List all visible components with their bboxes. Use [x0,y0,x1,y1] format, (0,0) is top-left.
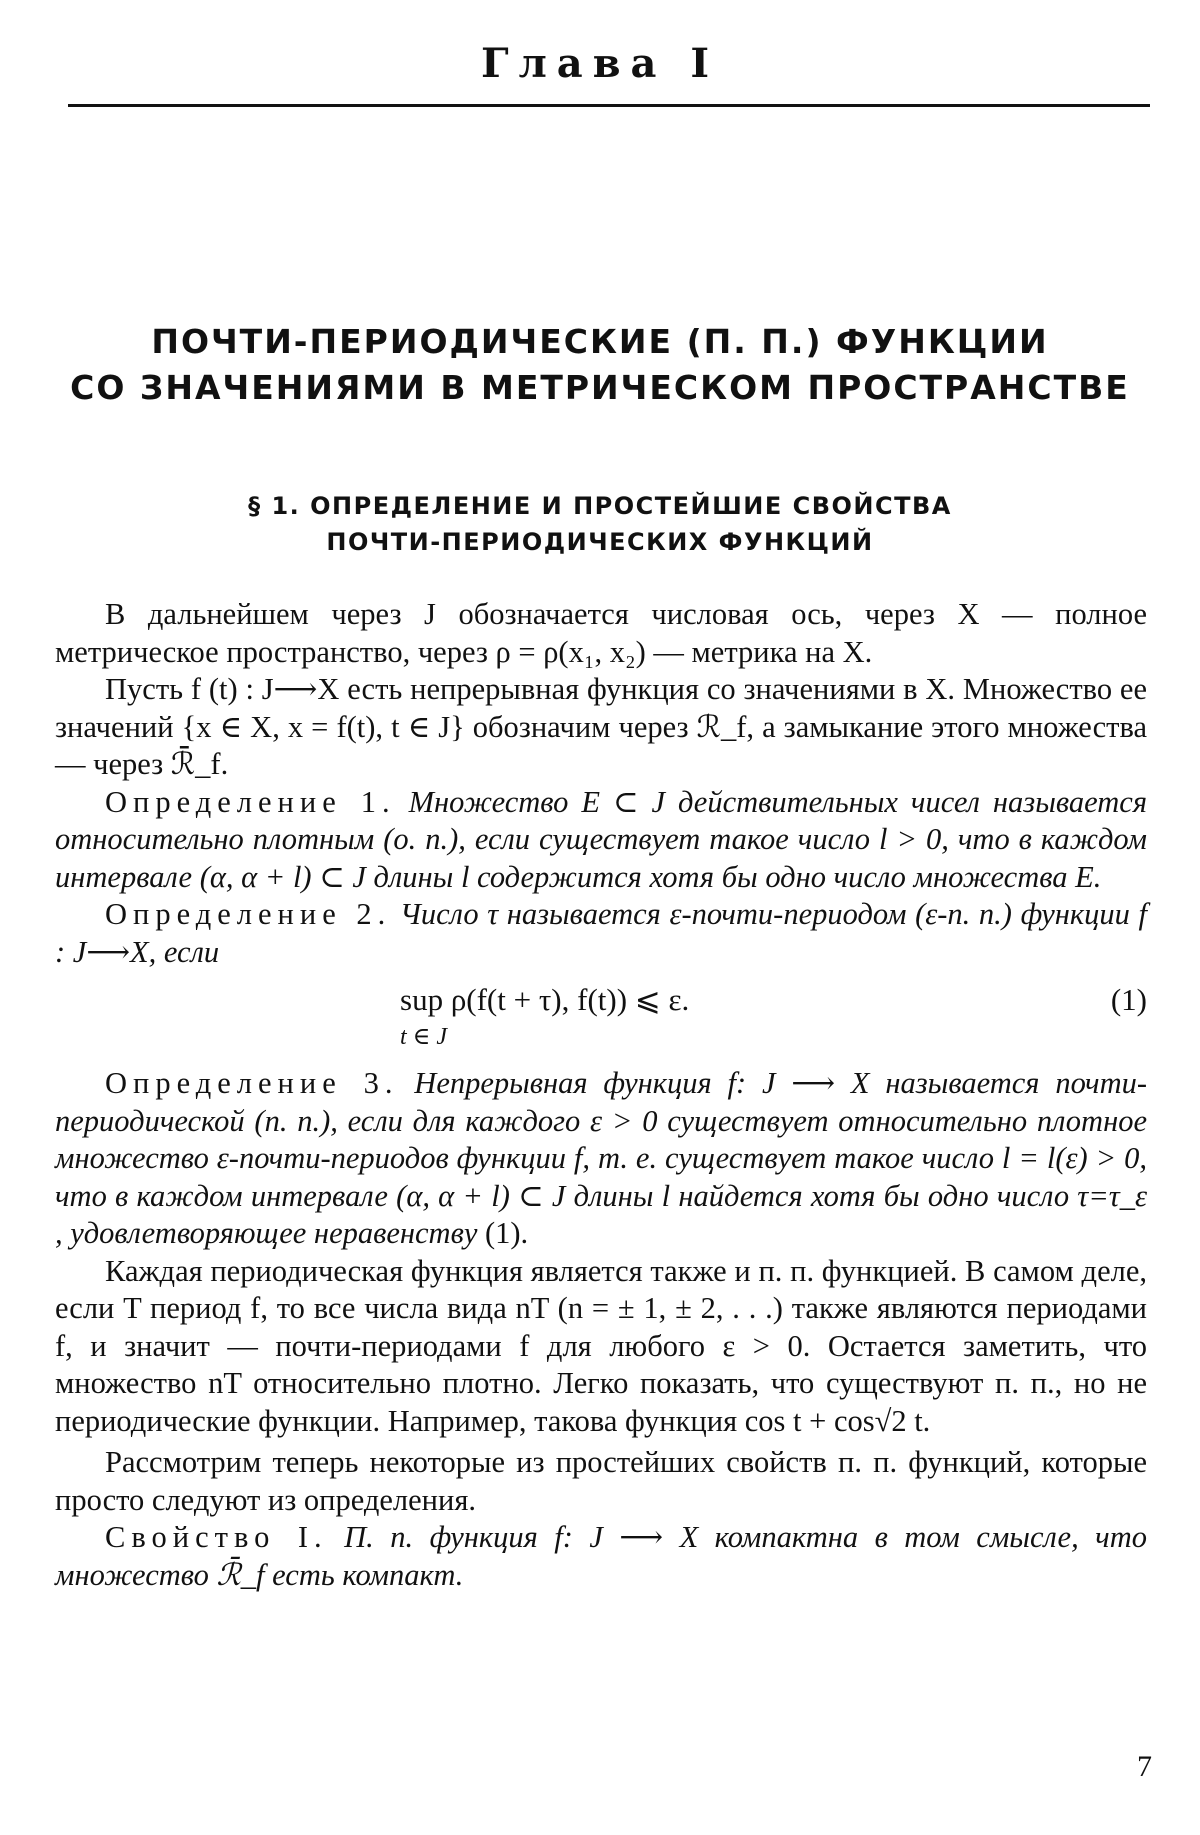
equation-1-body: sup ρ(f(t + τ), f(t)) ⩽ ε. [400,982,690,1017]
property-1-text: П. п. функция f: J ⟶ X компактна в том смысле, что множество ℛ̄_f есть компакт. [55,1520,1148,1592]
paragraph-function: Пусть f (t) : J⟶X есть непрерывная функция со значениями в X. Множество ее значений {x ∈ X, x = f(t), t ∈ J} обозначим через ℛ_f, а замыкание этого множества — через ℛ̄_f. [55,672,1147,781]
definition-1-label: Определение 1. [105,784,396,819]
definition-2-label: Определение 2. [105,897,392,931]
main-text [55,596,1147,1594]
definition-3 [55,1065,1147,1253]
definition-2 [55,896,1147,971]
definition-1 [55,784,1147,897]
definition-3-text: Непрерывная функция f: J ⟶ X называется почти-периодической (п. п.), если для каждого ε > 0 существует относительно плотное множество ε-почти-периодов функции f, т. е. существует такое число l = l(ε) > 0, что в каждом интервале (α, α + l) ⊂ J длины l найдется хотя бы одно число τ=τ_ε , удовлетворяющее неравенству [55,1066,1148,1250]
equation-1-subscript: t ∈ J [400,1024,448,1050]
paragraph-periodic: Каждая периодическая функция является также и п. п. функцией. В самом деле, если T период f, то все числа вида nT (n = ± 1, ± 2, . . .) также являются периодами f, и значит — почти-периодами f для любого ε > 0. Остается заметить, что множество nT относительно плотно. Легко показать, что существуют п. п., но не периодические функции. Например, такова функция cos t + cos√2 t. [55,1253,1147,1438]
section-heading-line-2: ПОЧТИ-ПЕРИОДИЧЕСКИХ ФУНКЦИЙ [326,528,874,556]
property-1-label: Свойство I. [105,1520,328,1554]
chapter-heading: Глава I [480,40,720,87]
equation-1-number: (1) [1110,982,1147,1017]
definition-3-label: Определение 3. [105,1066,399,1100]
property-1 [55,1519,1147,1594]
paragraph-intro: В дальнейшем через J обозначается числовая ось, через X — полное метрическое пространство, через ρ = ρ(x₁, x₂) — метрика на X. [55,597,1147,669]
definition-1-text: Множество E ⊂ J действительных чисел называется относительно плотным (о. п.), если существует такое число l > 0, что в каждом интервале (α, α + l) ⊂ J длины l содержится хотя бы одно число множества E. [55,784,1148,894]
page-number: 7 [1137,1750,1152,1783]
definition-3-ref: (1). [484,1216,529,1250]
equation-1 [55,977,1147,1057]
paragraph-properties: Рассмотрим теперь некоторые из простейших свойств п. п. функций, которые просто следуют из определения. [55,1445,1147,1517]
definition-2-text: Число τ называется ε-почти-периодом (ε-п. п.) функции f : J⟶X, если [55,897,1147,969]
heading-rule [68,104,1150,107]
chapter-title-line-1: ПОЧТИ-ПЕРИОДИЧЕСКИЕ (П. П.) ФУНКЦИИ [151,322,1049,361]
chapter-title-line-2: СО ЗНАЧЕНИЯМИ В МЕТРИЧЕСКОМ ПРОСТРАНСТВЕ [70,368,1130,407]
section-heading-line-1: § 1. ОПРЕДЕЛЕНИЕ И ПРОСТЕЙШИЕ СВОЙСТВА [248,492,952,520]
